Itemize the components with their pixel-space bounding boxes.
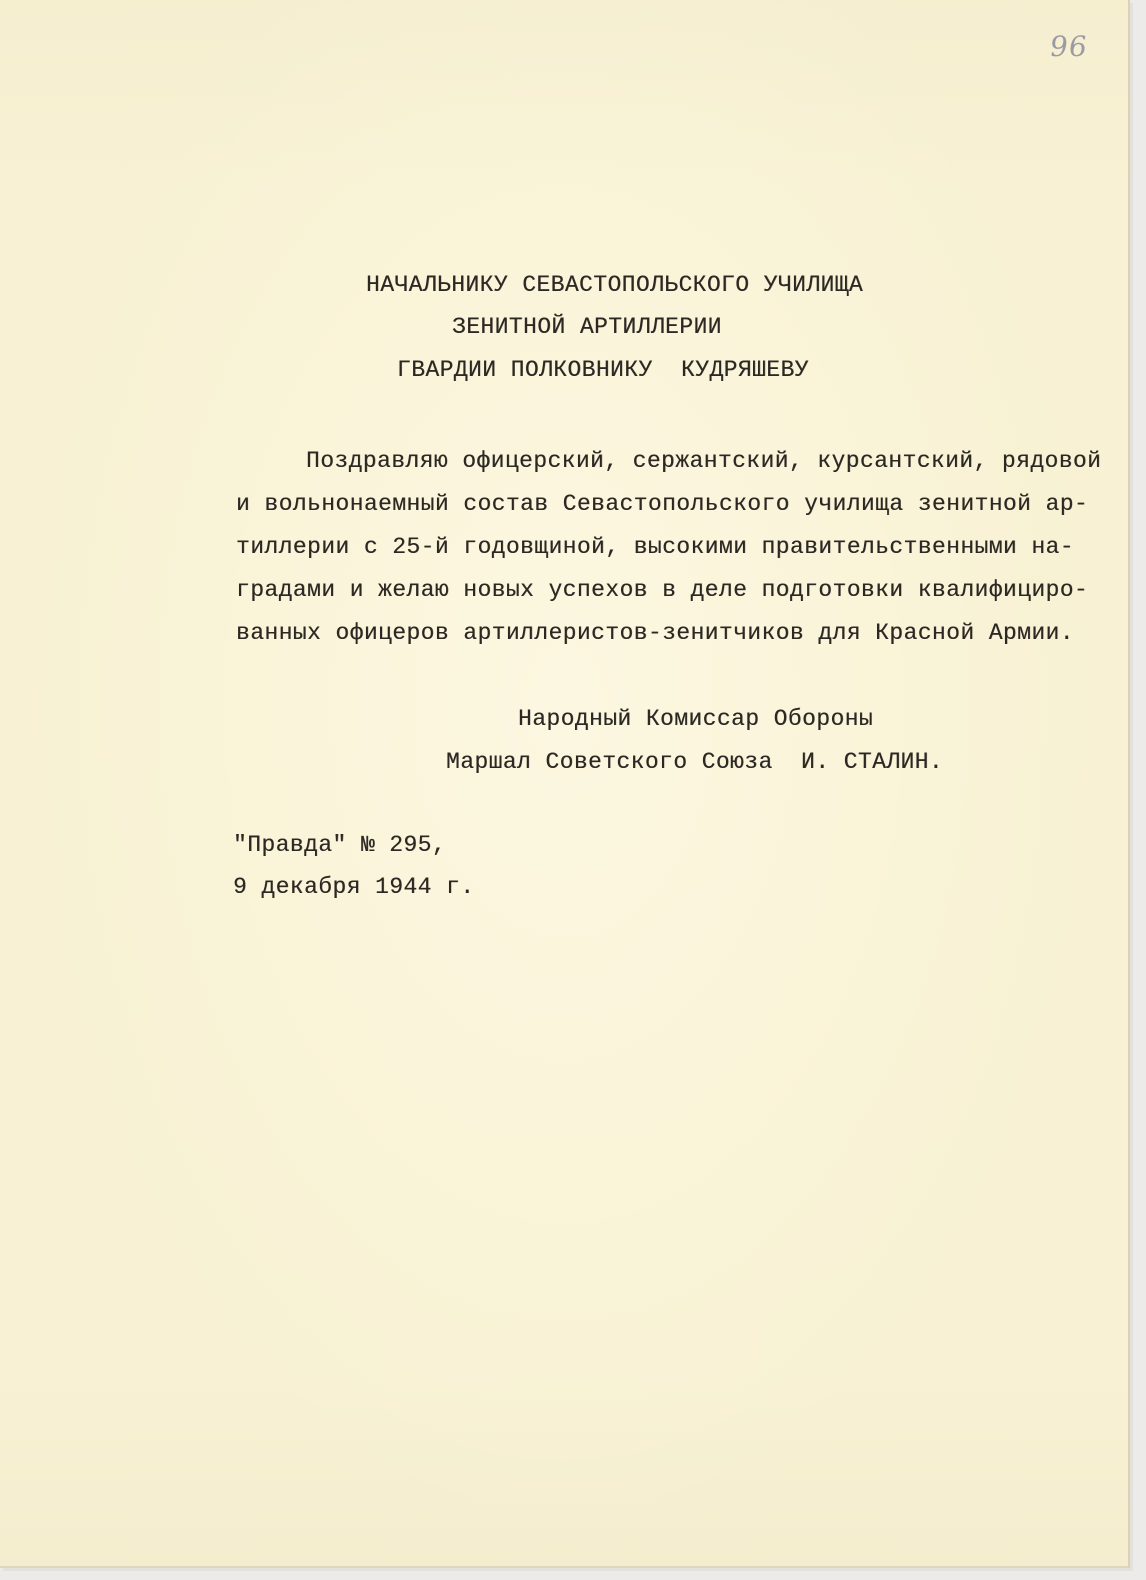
heading-line-3: ГВАРДИИ ПОЛКОВНИКУ КУДРЯШЕВУ bbox=[397, 357, 809, 383]
archive-page-number: 96 bbox=[1047, 30, 1090, 63]
body-line-3: тиллерии с 25-й годовщиной, высокими правительственными на- bbox=[236, 534, 1074, 560]
heading-line-2: ЗЕНИТНОЙ АРТИЛЛЕРИИ bbox=[452, 314, 722, 340]
source-newspaper: "Правда" № 295, bbox=[233, 832, 447, 858]
body-line-2: и вольнонаемный состав Севастопольского училища зенитной ар- bbox=[236, 491, 1089, 517]
heading-line-1: НАЧАЛЬНИКУ СЕВАСТОПОЛЬСКОГО УЧИЛИЩА bbox=[366, 272, 864, 298]
signature-name: Маршал Советского Союза И. СТАЛИН. bbox=[446, 749, 944, 775]
body-line-4: градами и желаю новых успехов в деле подготовки квалифициро- bbox=[236, 577, 1089, 603]
source-date: 9 декабря 1944 г. bbox=[233, 874, 475, 900]
body-line-5: ванных офицеров артиллеристов-зенитчиков для Красной Армии. bbox=[236, 620, 1074, 646]
signature-title: Народный Комиссар Обороны bbox=[518, 706, 874, 732]
body-line-1: Поздравляю офицерский, сержантский, курсантский, рядовой bbox=[306, 448, 1102, 474]
